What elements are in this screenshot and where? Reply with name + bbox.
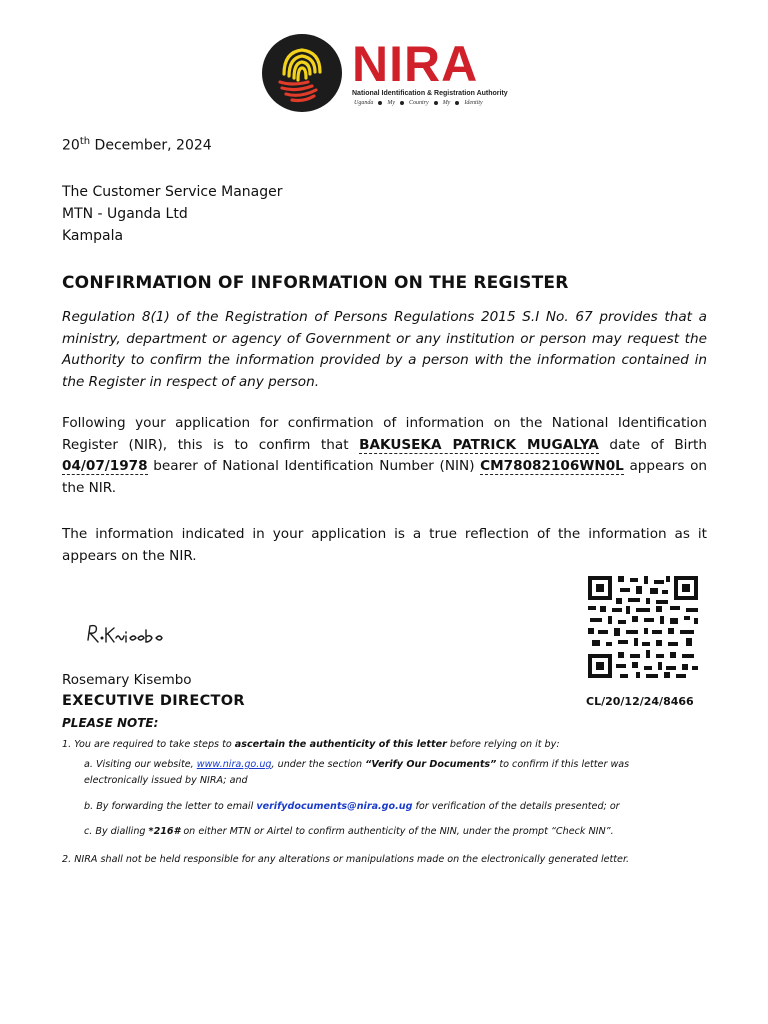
nin-number: CM78082106WN0L — [480, 458, 624, 474]
recipient-line: The Customer Service Manager — [62, 184, 283, 200]
recipient-line: Kampala — [62, 228, 124, 244]
signature-icon — [84, 620, 174, 650]
person-name: BAKUSEKA PATRICK MUGALYA — [359, 436, 599, 453]
letter-title: CONFIRMATION OF INFORMATION ON THE REGISTER — [62, 273, 569, 293]
confirmation-paragraph: Following your application for confirmation of information on the National Identification Register (NIR), this is to confirm that BAKUSEKA PATRICK MUGALYA date of Birth 04/07/1978 bearer of National Identification Number (NIN) CM78082106WN0L appears on the NIR. — [62, 415, 708, 496]
recipient-line: MTN - Uganda Ltd — [62, 206, 188, 222]
website-link[interactable]: www.nira.go.ug — [196, 759, 272, 770]
verify-email-link[interactable]: verifydocuments@nira.go.ug — [256, 801, 413, 812]
reference-number: CL/20/12/24/8466 — [586, 695, 694, 708]
note-item-1: 1. You are required to take steps to ascertain the authenticity of this letter before relying on it by: — [62, 739, 560, 750]
fingerprint-logo-icon — [262, 34, 342, 112]
letter-date: 20th December, 2024 — [62, 136, 212, 154]
note-item-b: b. By forwarding the letter to email verifydocuments@nira.go.ug for verification of the details presented; or — [84, 801, 620, 812]
signatory-name: Rosemary Kisembo — [62, 672, 192, 688]
signatory-title: EXECUTIVE DIRECTOR — [62, 693, 245, 709]
note-item-c: c. By dialling *216# on either MTN or Airtel to confirm authenticity of the NIN, under the prompt “Check NIN”. — [84, 826, 614, 837]
recipient-address — [62, 181, 283, 247]
logo-subtitle: National Identification & Registration Authority — [352, 90, 508, 97]
note-item-a-cont: electronically issued by NIRA; and — [84, 775, 248, 786]
date-of-birth: 04/07/1978 — [62, 458, 148, 474]
nira-logo — [262, 30, 512, 114]
qr-code-icon — [586, 574, 700, 680]
note-item-a: a. Visiting our website, www.nira.go.ug, under the section “Verify Our Documents” to confirm if this letter was — [84, 759, 630, 770]
regulation-paragraph: Regulation 8(1) of the Registration of Persons Regulations 2015 S.I No. 67 provides that a ministry, department or agency of Government or any institution or person may request the Authority to confirm the information provided by a person with the information contained in the Register in respect of any person. — [62, 309, 707, 390]
notes-heading: PLEASE NOTE: — [62, 716, 159, 730]
logo-tagline: Uganda My Country My Identity — [354, 100, 483, 106]
logo-wordmark: NIRA — [352, 36, 479, 92]
note-item-2: 2. NIRA shall not be held responsible for any alterations or manipulations made on the electronically generated letter. — [62, 854, 630, 865]
reflection-paragraph: The information indicated in your application is a true reflection of the information as it appears on the NIR. — [62, 526, 707, 564]
